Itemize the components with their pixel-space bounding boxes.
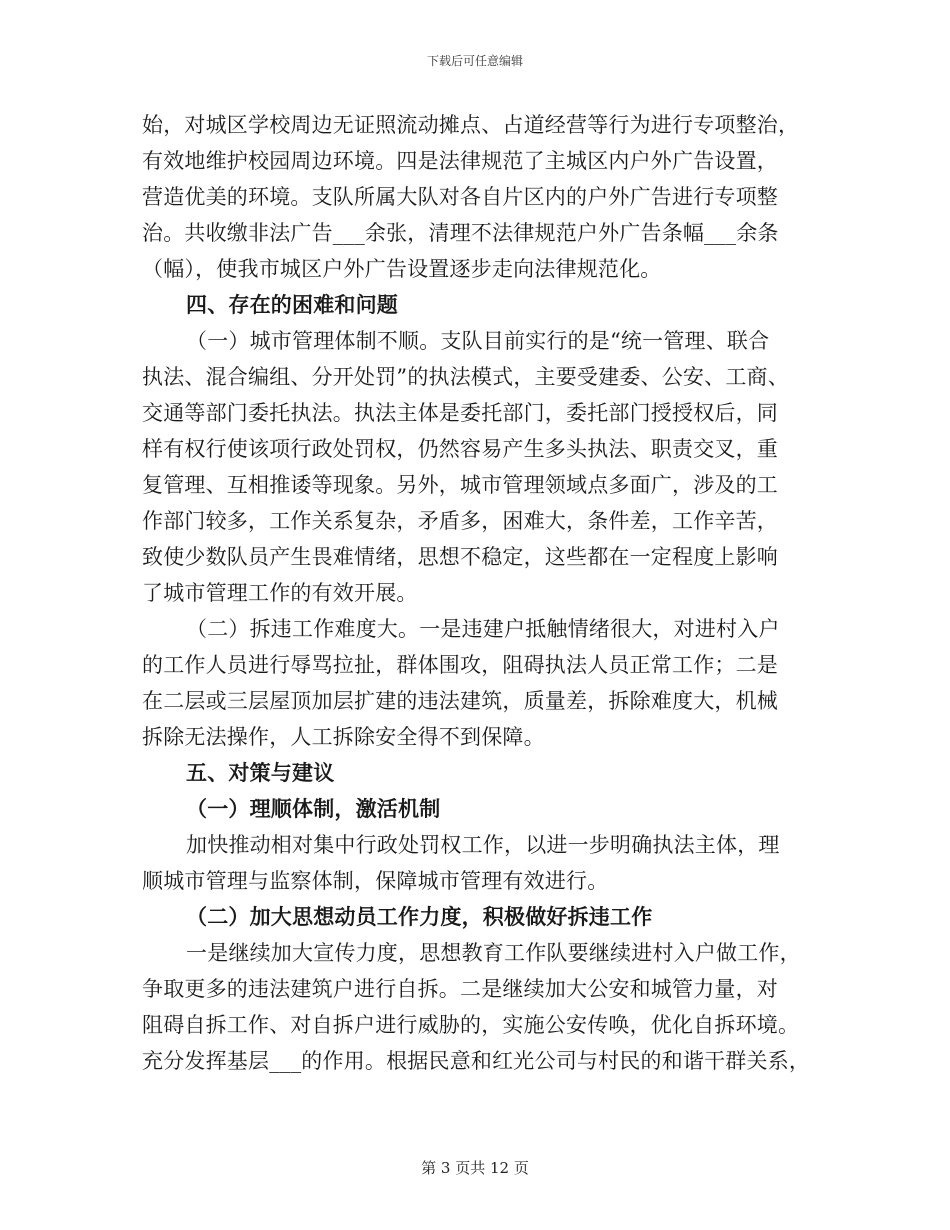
- text-line: 始，对城区学校周边无证照流动摊点、占道经营等行为进行专项整治，: [142, 113, 800, 137]
- text-line: 的工作人员进行辱骂拉扯，群体围攻，阻碍执法人员正常工作；二是: [142, 653, 778, 677]
- text-line: 有效地维护校园周边环境。四是法律规范了主城区内户外广告设置，: [142, 149, 778, 173]
- text-line: （二）拆违工作难度大。一是违建户抵触情绪很大，对进村入户: [186, 617, 780, 641]
- section-heading: （一）理顺体制，激活机制: [186, 796, 441, 821]
- text-line: 加快推动相对集中行政处罚权工作，以进一步明确执法主体，理: [186, 833, 780, 857]
- text-line: 阻碍自拆工作、对自拆户进行威胁的，实施公安传唤，优化自拆环境。: [142, 1013, 800, 1037]
- section-heading: 五、对策与建议: [186, 760, 335, 785]
- page-footer: 第 3 页共 12 页: [421, 1159, 529, 1177]
- text-line: 拆除无法操作，人工拆除安全得不到保障。: [142, 725, 545, 749]
- text-line: （一）城市管理体制不顺。支队目前实行的是“统一管理、联合: [186, 329, 770, 353]
- text-line: 了城市管理工作的有效开展。: [142, 581, 418, 605]
- text-line: （幅），使我市城区户外广告设置逐步走向法律规范化。: [142, 257, 662, 281]
- text-line: 致使少数队员产生畏难情绪，思想不稳定，这些都在一定程度上影响: [142, 545, 778, 569]
- text-line: 顺城市管理与监察体制，保障城市管理有效进行。: [142, 869, 609, 893]
- text-line: 争取更多的违法建筑户进行自拆。二是继续加大公安和城管力量，对: [142, 977, 778, 1001]
- text-line: 在二层或三层屋顶加层扩建的违法建筑，质量差，拆除难度大，机械: [142, 689, 778, 713]
- text-line: 充分发挥基层___的作用。根据民意和红光公司与村民的和谐干群关系，: [142, 1049, 811, 1073]
- section-heading: 四、存在的困难和问题: [186, 292, 398, 317]
- text-line: 样有权行使该项行政处罚权，仍然容易产生多头执法、职责交叉，重: [142, 437, 778, 461]
- text-line: 复管理、互相推诿等现象。另外，城市管理领域点多面广，涉及的工: [142, 473, 778, 497]
- text-line: 作部门较多，工作关系复杂，矛盾多，困难大，条件差，工作辛苦，: [142, 509, 778, 533]
- section-heading: （二）加大思想动员工作力度，积极做好拆违工作: [186, 904, 653, 929]
- text-line: 一是继续加大宣传力度，思想教育工作队要继续进村入户做工作，: [186, 941, 801, 965]
- text-line: 执法、混合编组、分开处罚”的执法模式，主要受建委、公安、工商、: [142, 365, 789, 389]
- text-line: 营造优美的环境。支队所属大队对各自片区内的户外广告进行专项整: [142, 185, 778, 209]
- text-line: 治。共收缴非法广告___余张，清理不法律规范户外广告条幅___余条: [142, 221, 779, 245]
- text-line: 交通等部门委托执法。执法主体是委托部门，委托部门授授权后，同: [142, 401, 778, 425]
- page-header: 下载后可任意编辑: [426, 54, 523, 68]
- document-body: [142, 107, 812, 1079]
